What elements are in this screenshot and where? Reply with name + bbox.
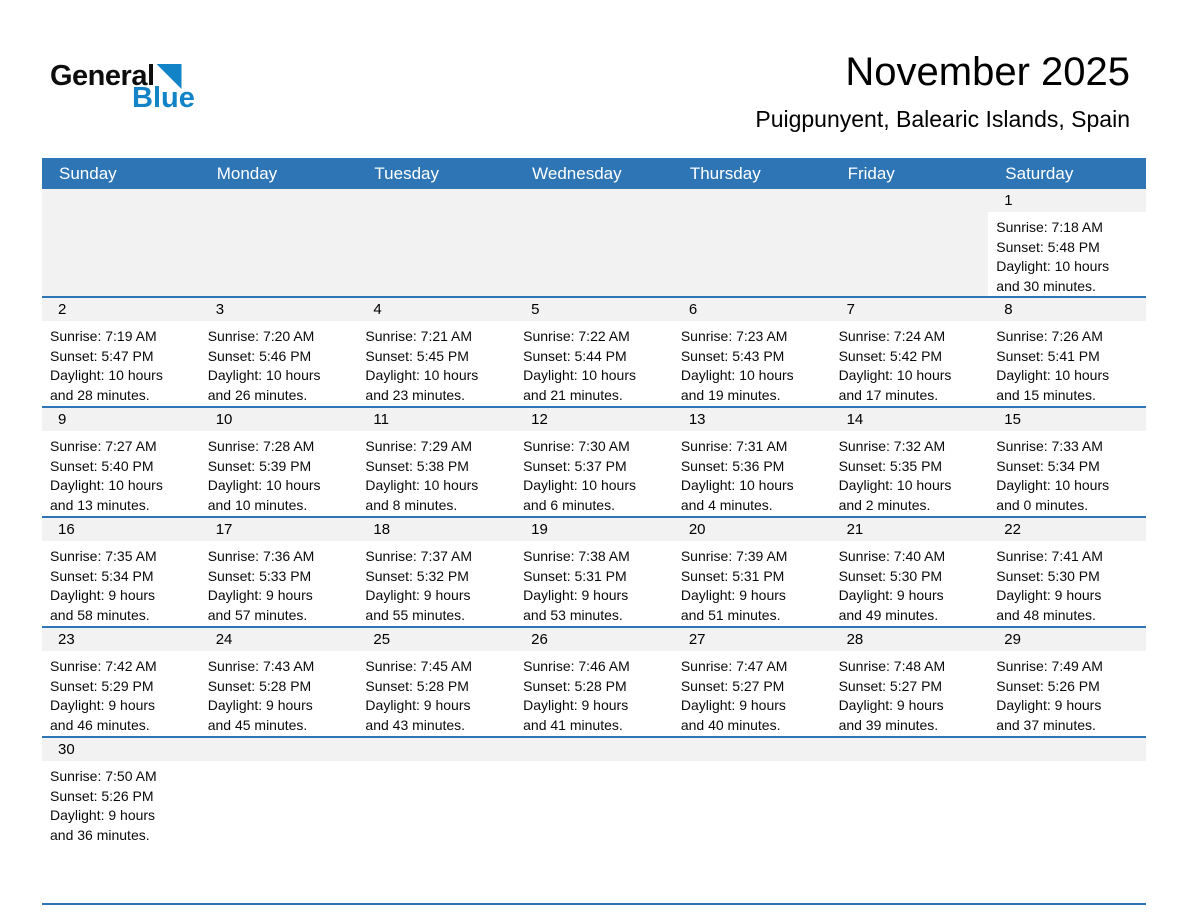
day-details xyxy=(673,541,831,625)
sunset-text: Sunset: 5:38 PM xyxy=(365,457,469,474)
daylight-text-line2: and 23 minutes. xyxy=(365,386,466,403)
calendar xyxy=(42,158,1146,905)
day-cell-2 xyxy=(42,298,200,406)
sunset-text: Sunset: 5:28 PM xyxy=(365,677,469,694)
sunset-text: Sunset: 5:34 PM xyxy=(50,567,154,584)
weekday-tuesday: Tuesday xyxy=(374,163,439,183)
day-number: 7 xyxy=(831,298,989,321)
day-number: 3 xyxy=(200,298,358,321)
day-details xyxy=(515,651,673,735)
sunrise-text: Sunrise: 7:40 AM xyxy=(838,548,946,564)
day-details xyxy=(42,761,200,845)
day-cell-15 xyxy=(988,408,1146,516)
daylight-text-line1: Daylight: 10 hours xyxy=(50,367,163,383)
day-details xyxy=(200,321,358,405)
day-cell-9 xyxy=(42,408,200,516)
week-row-3 xyxy=(42,406,1146,516)
empty-date-strip xyxy=(42,189,200,212)
weekday-friday: Friday xyxy=(847,163,895,183)
empty-date-strip xyxy=(357,189,515,212)
day-cell-10 xyxy=(200,408,358,516)
sunset-text: Sunset: 5:34 PM xyxy=(996,457,1100,474)
empty-day-cell xyxy=(673,738,831,903)
day-number: 16 xyxy=(42,518,200,541)
daylight-text-line2: and 51 minutes. xyxy=(680,606,781,623)
daylight-text-line2: and 10 minutes. xyxy=(207,496,308,513)
day-number: 2 xyxy=(42,298,200,321)
sunset-text: Sunset: 5:31 PM xyxy=(523,567,627,584)
weekday-monday: Monday xyxy=(216,163,278,183)
sunset-text: Sunset: 5:26 PM xyxy=(996,677,1100,694)
sunset-text: Sunset: 5:29 PM xyxy=(50,677,154,694)
day-cell-26 xyxy=(515,628,673,736)
daylight-text-line1: Daylight: 9 hours xyxy=(207,587,313,603)
sunrise-text: Sunrise: 7:24 AM xyxy=(838,328,946,344)
daylight-text-line1: Daylight: 9 hours xyxy=(680,587,786,603)
day-number: 13 xyxy=(673,408,831,431)
daylight-text-line1: Daylight: 10 hours xyxy=(365,477,479,493)
sunset-text: Sunset: 5:42 PM xyxy=(838,347,943,364)
daylight-text-line1: Daylight: 10 hours xyxy=(207,477,321,493)
week-row-4 xyxy=(42,516,1146,626)
sunset-text: Sunset: 5:32 PM xyxy=(365,567,469,584)
day-cell-18 xyxy=(357,518,515,626)
sunrise-text: Sunrise: 7:36 AM xyxy=(207,548,315,564)
day-cell-30 xyxy=(42,738,200,903)
weekday-wednesday: Wednesday xyxy=(532,163,622,183)
day-cell-16 xyxy=(42,518,200,626)
empty-day-cell xyxy=(515,738,673,903)
day-cell-6 xyxy=(673,298,831,406)
empty-day-cell xyxy=(515,189,673,296)
day-details xyxy=(831,431,989,515)
general-blue-logo xyxy=(50,50,195,113)
daylight-text-line2: and 28 minutes. xyxy=(50,386,150,403)
day-number: 26 xyxy=(515,628,673,651)
daylight-text-line1: Daylight: 9 hours xyxy=(523,697,629,713)
daylight-text-line2: and 36 minutes. xyxy=(50,826,150,843)
day-number: 17 xyxy=(200,518,358,541)
day-cell-13 xyxy=(673,408,831,516)
daylight-text-line2: and 57 minutes. xyxy=(207,606,308,623)
week-row-1 xyxy=(42,189,1146,296)
empty-date-strip xyxy=(831,189,989,212)
day-details xyxy=(200,541,358,625)
empty-date-strip xyxy=(200,738,358,761)
daylight-text-line1: Daylight: 9 hours xyxy=(838,587,944,603)
day-number: 9 xyxy=(42,408,200,431)
daylight-text-line1: Daylight: 10 hours xyxy=(838,477,952,493)
day-details xyxy=(988,212,1146,296)
sunrise-text: Sunrise: 7:39 AM xyxy=(680,548,788,564)
day-cell-8 xyxy=(988,298,1146,406)
sunrise-text: Sunrise: 7:45 AM xyxy=(365,658,473,674)
day-details xyxy=(515,541,673,625)
day-cell-5 xyxy=(515,298,673,406)
day-number: 21 xyxy=(831,518,989,541)
day-number: 6 xyxy=(673,298,831,321)
day-details xyxy=(831,651,989,735)
day-cell-25 xyxy=(357,628,515,736)
calendar-weeks xyxy=(42,189,1146,905)
daylight-text-line1: Daylight: 10 hours xyxy=(680,367,794,383)
sunrise-text: Sunrise: 7:21 AM xyxy=(365,328,473,344)
day-number: 27 xyxy=(673,628,831,651)
sunset-text: Sunset: 5:48 PM xyxy=(996,238,1100,255)
sunrise-text: Sunrise: 7:28 AM xyxy=(207,438,315,454)
day-number: 1 xyxy=(988,189,1146,212)
day-cell-29 xyxy=(988,628,1146,736)
week-row-5 xyxy=(42,626,1146,736)
day-cell-23 xyxy=(42,628,200,736)
sunrise-text: Sunrise: 7:41 AM xyxy=(996,548,1103,564)
sunset-text: Sunset: 5:27 PM xyxy=(838,677,943,694)
day-number: 23 xyxy=(42,628,200,651)
daylight-text-line2: and 17 minutes. xyxy=(838,386,939,403)
day-cell-7 xyxy=(831,298,989,406)
empty-day-cell xyxy=(831,738,989,903)
daylight-text-line2: and 41 minutes. xyxy=(523,716,623,733)
day-cell-1 xyxy=(988,189,1146,296)
day-cell-14 xyxy=(831,408,989,516)
sunrise-text: Sunrise: 7:42 AM xyxy=(50,658,157,674)
empty-day-cell xyxy=(357,189,515,296)
weekday-saturday: Saturday xyxy=(1005,163,1074,183)
daylight-text-line1: Daylight: 9 hours xyxy=(365,697,471,713)
empty-day-cell xyxy=(673,189,831,296)
sunset-text: Sunset: 5:28 PM xyxy=(207,677,312,694)
empty-date-strip xyxy=(515,738,673,761)
daylight-text-line2: and 58 minutes. xyxy=(50,606,150,623)
empty-date-strip xyxy=(515,189,673,212)
empty-date-strip xyxy=(673,738,831,761)
daylight-text-line1: Daylight: 10 hours xyxy=(523,367,636,383)
sunrise-text: Sunrise: 7:22 AM xyxy=(523,328,630,344)
day-details xyxy=(515,431,673,515)
day-details xyxy=(673,431,831,515)
empty-day-cell xyxy=(42,189,200,296)
day-details xyxy=(42,651,200,735)
daylight-text-line2: and 21 minutes. xyxy=(523,386,623,403)
sunset-text: Sunset: 5:26 PM xyxy=(50,787,154,804)
day-details xyxy=(357,431,515,515)
day-number: 28 xyxy=(831,628,989,651)
day-number: 18 xyxy=(357,518,515,541)
daylight-text-line1: Daylight: 9 hours xyxy=(838,697,944,713)
daylight-text-line2: and 13 minutes. xyxy=(50,496,150,513)
week-row-2 xyxy=(42,296,1146,406)
empty-day-cell xyxy=(988,738,1146,903)
empty-date-strip xyxy=(200,189,358,212)
day-number: 30 xyxy=(42,738,200,761)
daylight-text-line2: and 49 minutes. xyxy=(838,606,939,623)
day-number: 19 xyxy=(515,518,673,541)
sunset-text: Sunset: 5:28 PM xyxy=(523,677,627,694)
daylight-text-line1: Daylight: 9 hours xyxy=(680,697,786,713)
day-details xyxy=(42,431,200,515)
day-cell-20 xyxy=(673,518,831,626)
logo-word-blue: Blue xyxy=(132,82,195,114)
daylight-text-line2: and 2 minutes. xyxy=(838,496,931,513)
daylight-text-line2: and 37 minutes. xyxy=(996,716,1096,733)
weekday-sunday: Sunday xyxy=(59,163,117,183)
sunrise-text: Sunrise: 7:37 AM xyxy=(365,548,473,564)
sunset-text: Sunset: 5:41 PM xyxy=(996,347,1100,364)
sunrise-text: Sunrise: 7:19 AM xyxy=(50,328,157,344)
sunrise-text: Sunrise: 7:29 AM xyxy=(365,438,473,454)
day-details xyxy=(515,321,673,405)
day-cell-3 xyxy=(200,298,358,406)
sunrise-text: Sunrise: 7:38 AM xyxy=(523,548,630,564)
daylight-text-line1: Daylight: 10 hours xyxy=(50,477,163,493)
day-details xyxy=(988,651,1146,735)
day-cell-28 xyxy=(831,628,989,736)
daylight-text-line1: Daylight: 10 hours xyxy=(996,367,1110,383)
day-number: 11 xyxy=(357,408,515,431)
sunrise-text: Sunrise: 7:46 AM xyxy=(523,658,630,674)
sunset-text: Sunset: 5:47 PM xyxy=(50,347,154,364)
day-details xyxy=(42,541,200,625)
day-details xyxy=(357,541,515,625)
sunset-text: Sunset: 5:35 PM xyxy=(838,457,943,474)
day-number: 4 xyxy=(357,298,515,321)
sunset-text: Sunset: 5:27 PM xyxy=(680,677,785,694)
day-cell-22 xyxy=(988,518,1146,626)
daylight-text-line1: Daylight: 9 hours xyxy=(50,697,156,713)
weekday-thursday: Thursday xyxy=(689,163,761,183)
location-subtitle: Puigpunyent, Balearic Islands, Spain xyxy=(755,106,1130,132)
day-number: 24 xyxy=(200,628,358,651)
page-header xyxy=(0,0,1188,158)
sunrise-text: Sunrise: 7:50 AM xyxy=(50,768,157,784)
daylight-text-line2: and 43 minutes. xyxy=(365,716,466,733)
sunset-text: Sunset: 5:36 PM xyxy=(680,457,785,474)
day-number: 5 xyxy=(515,298,673,321)
day-cell-11 xyxy=(357,408,515,516)
day-number: 20 xyxy=(673,518,831,541)
sunset-text: Sunset: 5:33 PM xyxy=(207,567,312,584)
daylight-text-line1: Daylight: 10 hours xyxy=(523,477,636,493)
daylight-text-line1: Daylight: 10 hours xyxy=(207,367,321,383)
day-cell-17 xyxy=(200,518,358,626)
sunrise-text: Sunrise: 7:43 AM xyxy=(207,658,315,674)
sunset-text: Sunset: 5:43 PM xyxy=(680,347,785,364)
sunset-text: Sunset: 5:45 PM xyxy=(365,347,469,364)
sunrise-text: Sunrise: 7:48 AM xyxy=(838,658,946,674)
day-details xyxy=(988,431,1146,515)
daylight-text-line2: and 30 minutes. xyxy=(996,277,1096,294)
daylight-text-line2: and 39 minutes. xyxy=(838,716,939,733)
day-cell-24 xyxy=(200,628,358,736)
daylight-text-line1: Daylight: 9 hours xyxy=(365,587,471,603)
empty-date-strip xyxy=(673,189,831,212)
day-number: 22 xyxy=(988,518,1146,541)
sunset-text: Sunset: 5:39 PM xyxy=(207,457,312,474)
daylight-text-line2: and 55 minutes. xyxy=(365,606,466,623)
weekday-header-row xyxy=(42,158,1146,189)
empty-date-strip xyxy=(988,738,1146,761)
sunset-text: Sunset: 5:40 PM xyxy=(50,457,154,474)
daylight-text-line2: and 48 minutes. xyxy=(996,606,1096,623)
daylight-text-line2: and 53 minutes. xyxy=(523,606,623,623)
month-title: November 2025 xyxy=(845,50,1130,94)
day-number: 8 xyxy=(988,298,1146,321)
daylight-text-line2: and 4 minutes. xyxy=(680,496,773,513)
day-number: 10 xyxy=(200,408,358,431)
day-details xyxy=(357,651,515,735)
daylight-text-line2: and 0 minutes. xyxy=(996,496,1089,513)
day-cell-21 xyxy=(831,518,989,626)
day-cell-19 xyxy=(515,518,673,626)
empty-day-cell xyxy=(357,738,515,903)
daylight-text-line2: and 40 minutes. xyxy=(680,716,781,733)
daylight-text-line1: Daylight: 9 hours xyxy=(207,697,313,713)
sunrise-text: Sunrise: 7:32 AM xyxy=(838,438,946,454)
day-details xyxy=(988,321,1146,405)
day-number: 12 xyxy=(515,408,673,431)
daylight-text-line1: Daylight: 9 hours xyxy=(523,587,629,603)
daylight-text-line2: and 6 minutes. xyxy=(523,496,615,513)
daylight-text-line1: Daylight: 9 hours xyxy=(50,587,156,603)
sunset-text: Sunset: 5:30 PM xyxy=(838,567,943,584)
daylight-text-line1: Daylight: 10 hours xyxy=(996,477,1110,493)
sunrise-text: Sunrise: 7:18 AM xyxy=(996,219,1103,235)
title-block xyxy=(755,50,1130,133)
week-row-6 xyxy=(42,736,1146,903)
sunrise-text: Sunrise: 7:47 AM xyxy=(680,658,788,674)
day-number: 15 xyxy=(988,408,1146,431)
day-details xyxy=(357,321,515,405)
day-number: 25 xyxy=(357,628,515,651)
sunrise-text: Sunrise: 7:49 AM xyxy=(996,658,1103,674)
sunrise-text: Sunrise: 7:23 AM xyxy=(680,328,788,344)
daylight-text-line2: and 19 minutes. xyxy=(680,386,781,403)
daylight-text-line2: and 45 minutes. xyxy=(207,716,308,733)
day-number: 29 xyxy=(988,628,1146,651)
daylight-text-line1: Daylight: 10 hours xyxy=(838,367,952,383)
daylight-text-line1: Daylight: 10 hours xyxy=(680,477,794,493)
day-details xyxy=(831,321,989,405)
sunset-text: Sunset: 5:44 PM xyxy=(523,347,627,364)
day-details xyxy=(673,651,831,735)
sunrise-text: Sunrise: 7:20 AM xyxy=(207,328,315,344)
day-cell-27 xyxy=(673,628,831,736)
daylight-text-line2: and 8 minutes. xyxy=(365,496,458,513)
day-number: 14 xyxy=(831,408,989,431)
sunset-text: Sunset: 5:37 PM xyxy=(523,457,627,474)
daylight-text-line2: and 15 minutes. xyxy=(996,386,1096,403)
logo-word-general: General xyxy=(50,60,155,92)
day-details xyxy=(200,651,358,735)
sunrise-text: Sunrise: 7:33 AM xyxy=(996,438,1103,454)
sunrise-text: Sunrise: 7:31 AM xyxy=(680,438,788,454)
empty-date-strip xyxy=(357,738,515,761)
daylight-text-line2: and 46 minutes. xyxy=(50,716,150,733)
empty-date-strip xyxy=(831,738,989,761)
empty-day-cell xyxy=(831,189,989,296)
sunrise-text: Sunrise: 7:35 AM xyxy=(50,548,157,564)
daylight-text-line1: Daylight: 10 hours xyxy=(365,367,479,383)
empty-day-cell xyxy=(200,189,358,296)
day-details xyxy=(200,431,358,515)
daylight-text-line1: Daylight: 9 hours xyxy=(996,697,1102,713)
sunset-text: Sunset: 5:46 PM xyxy=(207,347,312,364)
sunrise-text: Sunrise: 7:27 AM xyxy=(50,438,157,454)
empty-day-cell xyxy=(200,738,358,903)
daylight-text-line1: Daylight: 9 hours xyxy=(996,587,1102,603)
sunset-text: Sunset: 5:31 PM xyxy=(680,567,785,584)
day-details xyxy=(673,321,831,405)
daylight-text-line2: and 26 minutes. xyxy=(207,386,308,403)
daylight-text-line1: Daylight: 9 hours xyxy=(50,807,156,823)
day-details xyxy=(42,321,200,405)
day-details xyxy=(988,541,1146,625)
day-cell-12 xyxy=(515,408,673,516)
sunrise-text: Sunrise: 7:30 AM xyxy=(523,438,630,454)
day-details xyxy=(831,541,989,625)
day-cell-4 xyxy=(357,298,515,406)
daylight-text-line1: Daylight: 10 hours xyxy=(996,258,1110,274)
sunrise-text: Sunrise: 7:26 AM xyxy=(996,328,1103,344)
sunset-text: Sunset: 5:30 PM xyxy=(996,567,1100,584)
